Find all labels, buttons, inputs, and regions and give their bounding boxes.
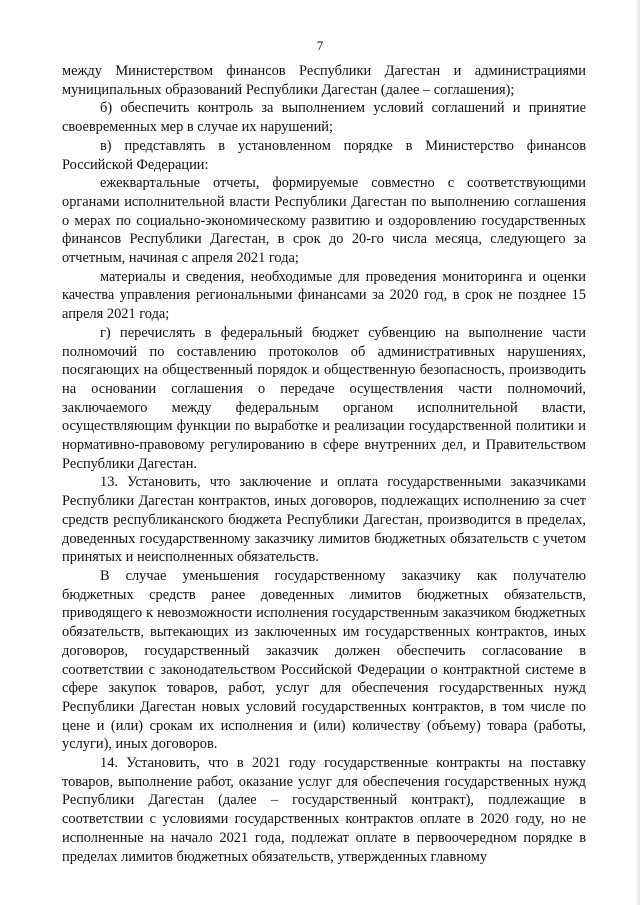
paragraph: В случае уменьшения государственному заказчику как получателю бюджетных средств ранее доведенных лимитов бюджетных обязательств, приводящего к невозможности исполнения государственным заказчиком бюджетных обязательств, вытекающих из заключенных им государственных контрактов, иных договоров, государственный заказчик должен обеспечить согласование в соответствии с законодательством Российской Федерации о контрактной системе в сфере закупок товаров, работ, услуг для обеспечения государственных нужд Республики Дагестан новых условий государственных контрактов, в том числе по цене и (или) срокам их исполнения и (или) количеству (объему) товара (работы, услуги), иных договоров. — [62, 567, 586, 753]
paragraph: 13. Установить, что заключение и оплата государственными заказчиками Республики Дагестан контрактов, иных договоров, подлежащих исполнению за счет средств республиканского бюджета Республики Дагестан, производится в пределах, доведенных государственному заказчику лимитов бюджетных обязательств с учетом принятых и неисполненных обязательств. — [62, 474, 586, 566]
paragraph: материалы и сведения, необходимые для проведения мониторинга и оценки качества управления региональными финансами за 2020 год, в срок не позднее 15 апреля 2021 года; — [62, 268, 586, 323]
paragraph: в) представлять в установленном порядке в Министерство финансов Российской Федерации: — [62, 137, 586, 173]
paragraph: между Министерством финансов Республики Дагестан и администрациями муниципальных образований Республики Дагестан (далее – соглашения); — [62, 63, 586, 98]
document-body — [62, 62, 586, 866]
paragraph: б) обеспечить контроль за выполнением условий соглашений и принятие своевременных мер в случае их нарушений; — [62, 100, 586, 136]
paragraph: 14. Установить, что в 2021 году государственные контракты на поставку товаров, выполнение работ, оказание услуг для обеспечения государственных нужд Республики Дагестан (далее – государственный контракт), подлежащие в соответствии с условиями государственных контрактов оплате в 2020 году, но не исполненные на начало 2021 года, подлежат оплате в первоочередном порядке в пределах лимитов бюджетных обязательств, утвержденных главному — [62, 755, 586, 865]
page-number: 7 — [316, 38, 324, 53]
paragraph: ежеквартальные отчеты, формируемые совместно с соответствующими органами исполнительной власти Республики Дагестан по выполнению соглашения о мерах по социально-экономическому развитию и оздоровлению государственных финансов Республики Дагестан, в срок до 20-го числа месяца, следующего за отчетным, начиная с апреля 2021 года; — [62, 175, 586, 267]
paragraph: г) перечислять в федеральный бюджет субвенцию на выполнение части полномочий по составлению протоколов об административных нарушениях, посягающих на общественный порядок и общественную безопасность, производить на основании соглашения о передаче осуществления части полномочий, заключаемого между федеральным органом исполнительной власти, осуществляющим функции по выработке и реализации государственной политики и нормативно-правовому регулированию в сфере внутренних дел, и Правительством Республики Дагестан. — [62, 324, 586, 472]
